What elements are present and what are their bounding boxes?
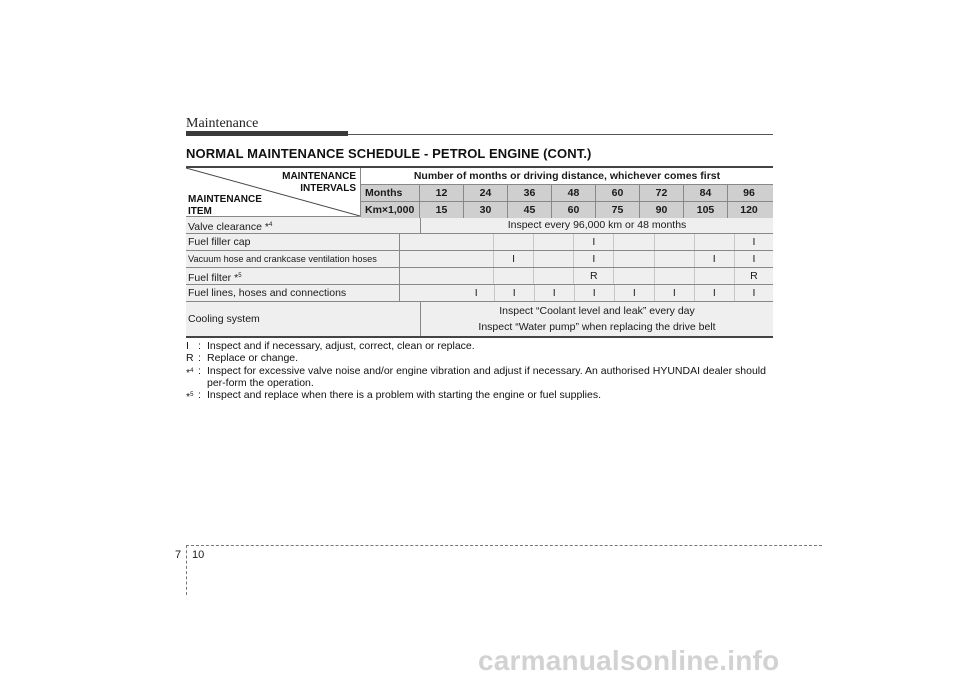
row-cell	[400, 251, 494, 267]
footnote-mark	[186, 365, 198, 390]
footnote-mark-text: R	[186, 352, 194, 365]
footnotes	[186, 340, 776, 403]
row-cell: I	[494, 251, 534, 267]
km-value: 45	[508, 202, 552, 218]
footnote-mark	[186, 352, 198, 364]
corner-intervals-label	[282, 171, 356, 195]
row-cell: I	[695, 285, 735, 301]
months-label: Months	[361, 185, 420, 201]
table-row	[186, 267, 773, 284]
page-title: NORMAL MAINTENANCE SCHEDULE - PETROL ENGINE (CONT.)	[186, 146, 592, 161]
footnote-text: Inspect for excessive valve noise and/or engine vibration and adjust if necessary. An authorised HYUNDAI dealer should per-form the operation.	[207, 364, 766, 389]
km-value: 75	[596, 202, 640, 218]
row-cell	[494, 234, 534, 250]
footnote-sup: 5	[190, 392, 194, 399]
footnote-sup: 4	[190, 367, 194, 374]
row-cell	[614, 251, 654, 267]
km-value: 30	[464, 202, 508, 218]
header-bar	[186, 131, 348, 136]
row-cell: I	[574, 234, 614, 250]
row-item: Vacuum hose and crankcase ventilation hoses	[186, 251, 400, 267]
footnote-mark-text: I	[186, 340, 189, 352]
footnote-colon: :	[198, 352, 201, 365]
table-row	[186, 216, 773, 233]
row-item: Fuel filler cap	[186, 234, 400, 250]
months-value: 36	[508, 185, 552, 201]
corner-intervals-line1: MAINTENANCE	[282, 171, 356, 182]
months-value: 60	[596, 185, 640, 201]
row-span-line2: Inspect “Water pump” when replacing the drive belt	[478, 321, 716, 333]
row-cell	[655, 234, 695, 250]
table-bottom-rule	[186, 336, 773, 338]
maintenance-table	[186, 166, 773, 338]
footnote-colon: :	[198, 389, 201, 402]
km-value: 60	[552, 202, 596, 218]
row-cell: R	[574, 268, 614, 284]
table-header	[186, 168, 773, 216]
row-cell: R	[750, 270, 758, 282]
row-cell	[695, 234, 735, 250]
footnote-ref: 4	[268, 222, 273, 228]
row-cell	[614, 234, 654, 250]
row-span-text	[421, 302, 773, 336]
row-item: Cooling system	[186, 302, 421, 336]
footnote	[186, 365, 776, 390]
row-item-text: Valve clearance *	[188, 221, 269, 233]
row-cell	[655, 268, 695, 284]
row-cell	[400, 234, 494, 250]
footnote-text: Inspect and replace when there is a problem with starting the engine or fuel supplies.	[207, 389, 601, 402]
footnote-colon: :	[198, 364, 201, 377]
corner-item-line2: ITEM	[188, 206, 212, 217]
corner-intervals-line2: INTERVALS	[300, 183, 356, 194]
row-item	[186, 268, 400, 284]
footnote-mark-text: *	[186, 391, 191, 404]
row-cell: I	[752, 253, 756, 265]
table-corner-cell	[186, 168, 361, 216]
km-row	[361, 201, 773, 218]
row-cell: I	[655, 285, 695, 301]
footnote-mark-text: *	[186, 366, 191, 379]
footnote	[186, 389, 776, 403]
row-cell	[494, 268, 534, 284]
row-item: Fuel lines, hoses and connections	[186, 285, 400, 301]
row-cell: I	[695, 251, 735, 267]
km-value: 105	[684, 202, 728, 218]
chapter-number: 7	[175, 549, 182, 561]
km-value: 120	[740, 204, 758, 216]
months-value: 48	[552, 185, 596, 201]
footnote-mark	[186, 389, 198, 403]
header-section-title: Maintenance	[186, 116, 259, 131]
footnote-text: Inspect and if necessary, adjust, correct, clean or replace.	[207, 340, 475, 352]
row-cell: I	[400, 285, 495, 301]
corner-item-label	[188, 194, 262, 218]
row-cell	[534, 268, 574, 284]
header-rule	[348, 134, 773, 135]
row-item	[186, 217, 421, 233]
footnote-ref: 5	[238, 273, 242, 279]
row-cell	[655, 251, 695, 267]
watermark: carmanualsonline.info	[478, 645, 780, 676]
row-cell	[695, 268, 735, 284]
months-value: 12	[420, 185, 464, 201]
km-value: 90	[640, 202, 684, 218]
months-value: 84	[684, 185, 728, 201]
months-value: 96	[743, 187, 755, 199]
row-item-text: Fuel filter *	[188, 272, 239, 284]
km-label: Km×1,000	[361, 202, 420, 218]
row-cell: I	[752, 236, 756, 248]
row-cell	[534, 234, 574, 250]
row-cell	[534, 251, 574, 267]
row-cell: I	[535, 285, 575, 301]
footnote-mark	[186, 340, 198, 352]
page-number: 10	[192, 549, 205, 561]
months-value: 72	[640, 185, 684, 201]
row-cell: I	[615, 285, 655, 301]
table-caption: Number of months or driving distance, whichever comes first	[361, 168, 773, 184]
row-span-text: Inspect every 96,000 km or 48 months	[507, 219, 687, 231]
footnote-text: Replace or change.	[207, 352, 299, 365]
table-row	[186, 284, 773, 301]
row-span-line1: Inspect “Coolant level and leak” every day	[499, 305, 695, 317]
row-cell: I	[574, 251, 614, 267]
table-row	[186, 301, 773, 336]
footnote	[186, 340, 776, 352]
table-row	[186, 250, 773, 267]
footer-rule	[186, 545, 822, 546]
row-cell: I	[575, 285, 615, 301]
corner-item-line1: MAINTENANCE	[188, 194, 262, 205]
footnote	[186, 352, 776, 364]
footer-vertical-rule	[186, 545, 187, 595]
row-cell: I	[495, 285, 535, 301]
row-cell	[614, 268, 654, 284]
footnote-colon: :	[198, 340, 201, 352]
row-cell	[400, 268, 494, 284]
row-cell: I	[752, 287, 756, 299]
months-value: 24	[464, 185, 508, 201]
table-header-right	[361, 168, 773, 216]
table-row	[186, 233, 773, 250]
months-row	[361, 184, 773, 201]
km-value: 15	[420, 202, 464, 218]
